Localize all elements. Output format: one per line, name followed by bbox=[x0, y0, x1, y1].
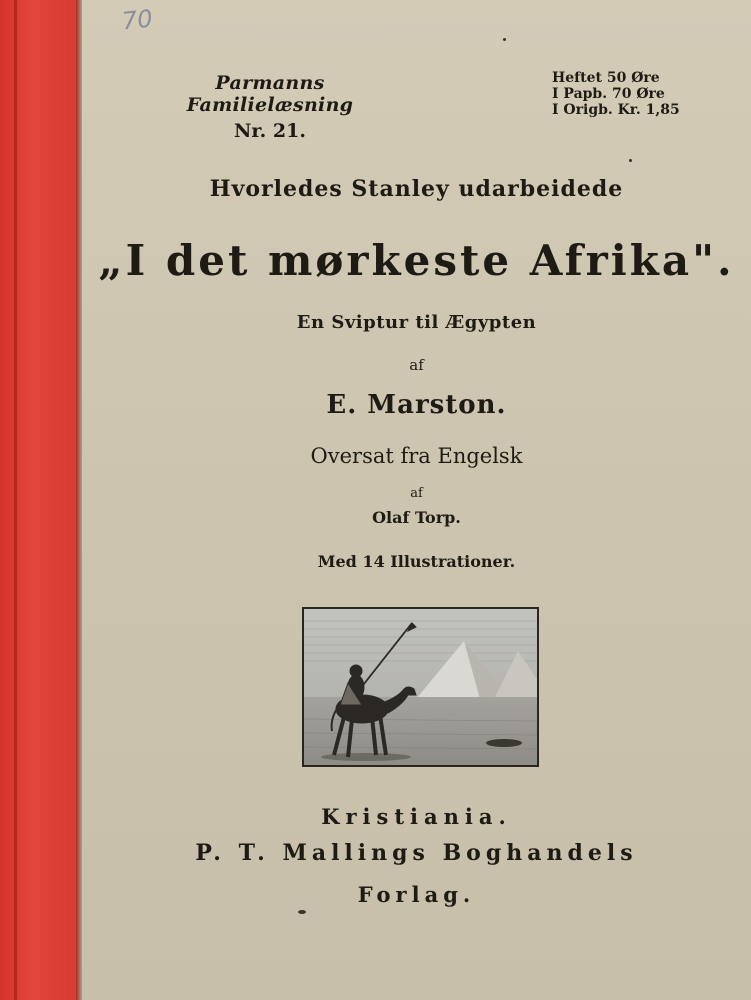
trip-subtitle: En Sviptur til Ægypten bbox=[296, 312, 537, 333]
paper-speck bbox=[298, 910, 306, 914]
camel-rider-pyramids-illustration bbox=[302, 607, 539, 767]
translator-name: Olaf Torp. bbox=[372, 508, 461, 527]
price-list bbox=[552, 70, 692, 118]
main-title: „I det mørkeste Afrika". bbox=[98, 236, 735, 285]
price-line: Heftet 50 Øre bbox=[552, 70, 660, 86]
paper-speck bbox=[629, 159, 632, 162]
paper-speck bbox=[503, 38, 506, 41]
spine-edge bbox=[14, 0, 17, 1000]
resting-figure bbox=[486, 739, 522, 747]
by-word: af bbox=[410, 486, 423, 501]
translation-note: Oversat fra Engelsk bbox=[310, 444, 523, 468]
price-line: I Papb. 70 Øre bbox=[552, 86, 665, 102]
imprint-publisher: P. T. Mallings Boghandels bbox=[195, 840, 638, 866]
title-subtitle: Hvorledes Stanley udarbeidede bbox=[209, 176, 624, 202]
series-name: Parmanns Familielæsning bbox=[186, 72, 354, 116]
author-name: E. Marston. bbox=[326, 390, 507, 420]
series-number: Nr. 21. bbox=[234, 120, 306, 142]
imprint-city: Kristiania. bbox=[321, 804, 512, 829]
series-block bbox=[150, 72, 390, 142]
imprint-forlag: Forlag. bbox=[357, 882, 476, 907]
red-spine bbox=[0, 0, 80, 1000]
price-line: I Origb. Kr. 1,85 bbox=[552, 102, 680, 118]
illustrations-note: Med 14 Illustrationer. bbox=[317, 552, 516, 571]
by-word: af bbox=[409, 356, 424, 374]
handwritten-number: 70 bbox=[120, 4, 154, 36]
vignette-drawing bbox=[304, 609, 537, 765]
